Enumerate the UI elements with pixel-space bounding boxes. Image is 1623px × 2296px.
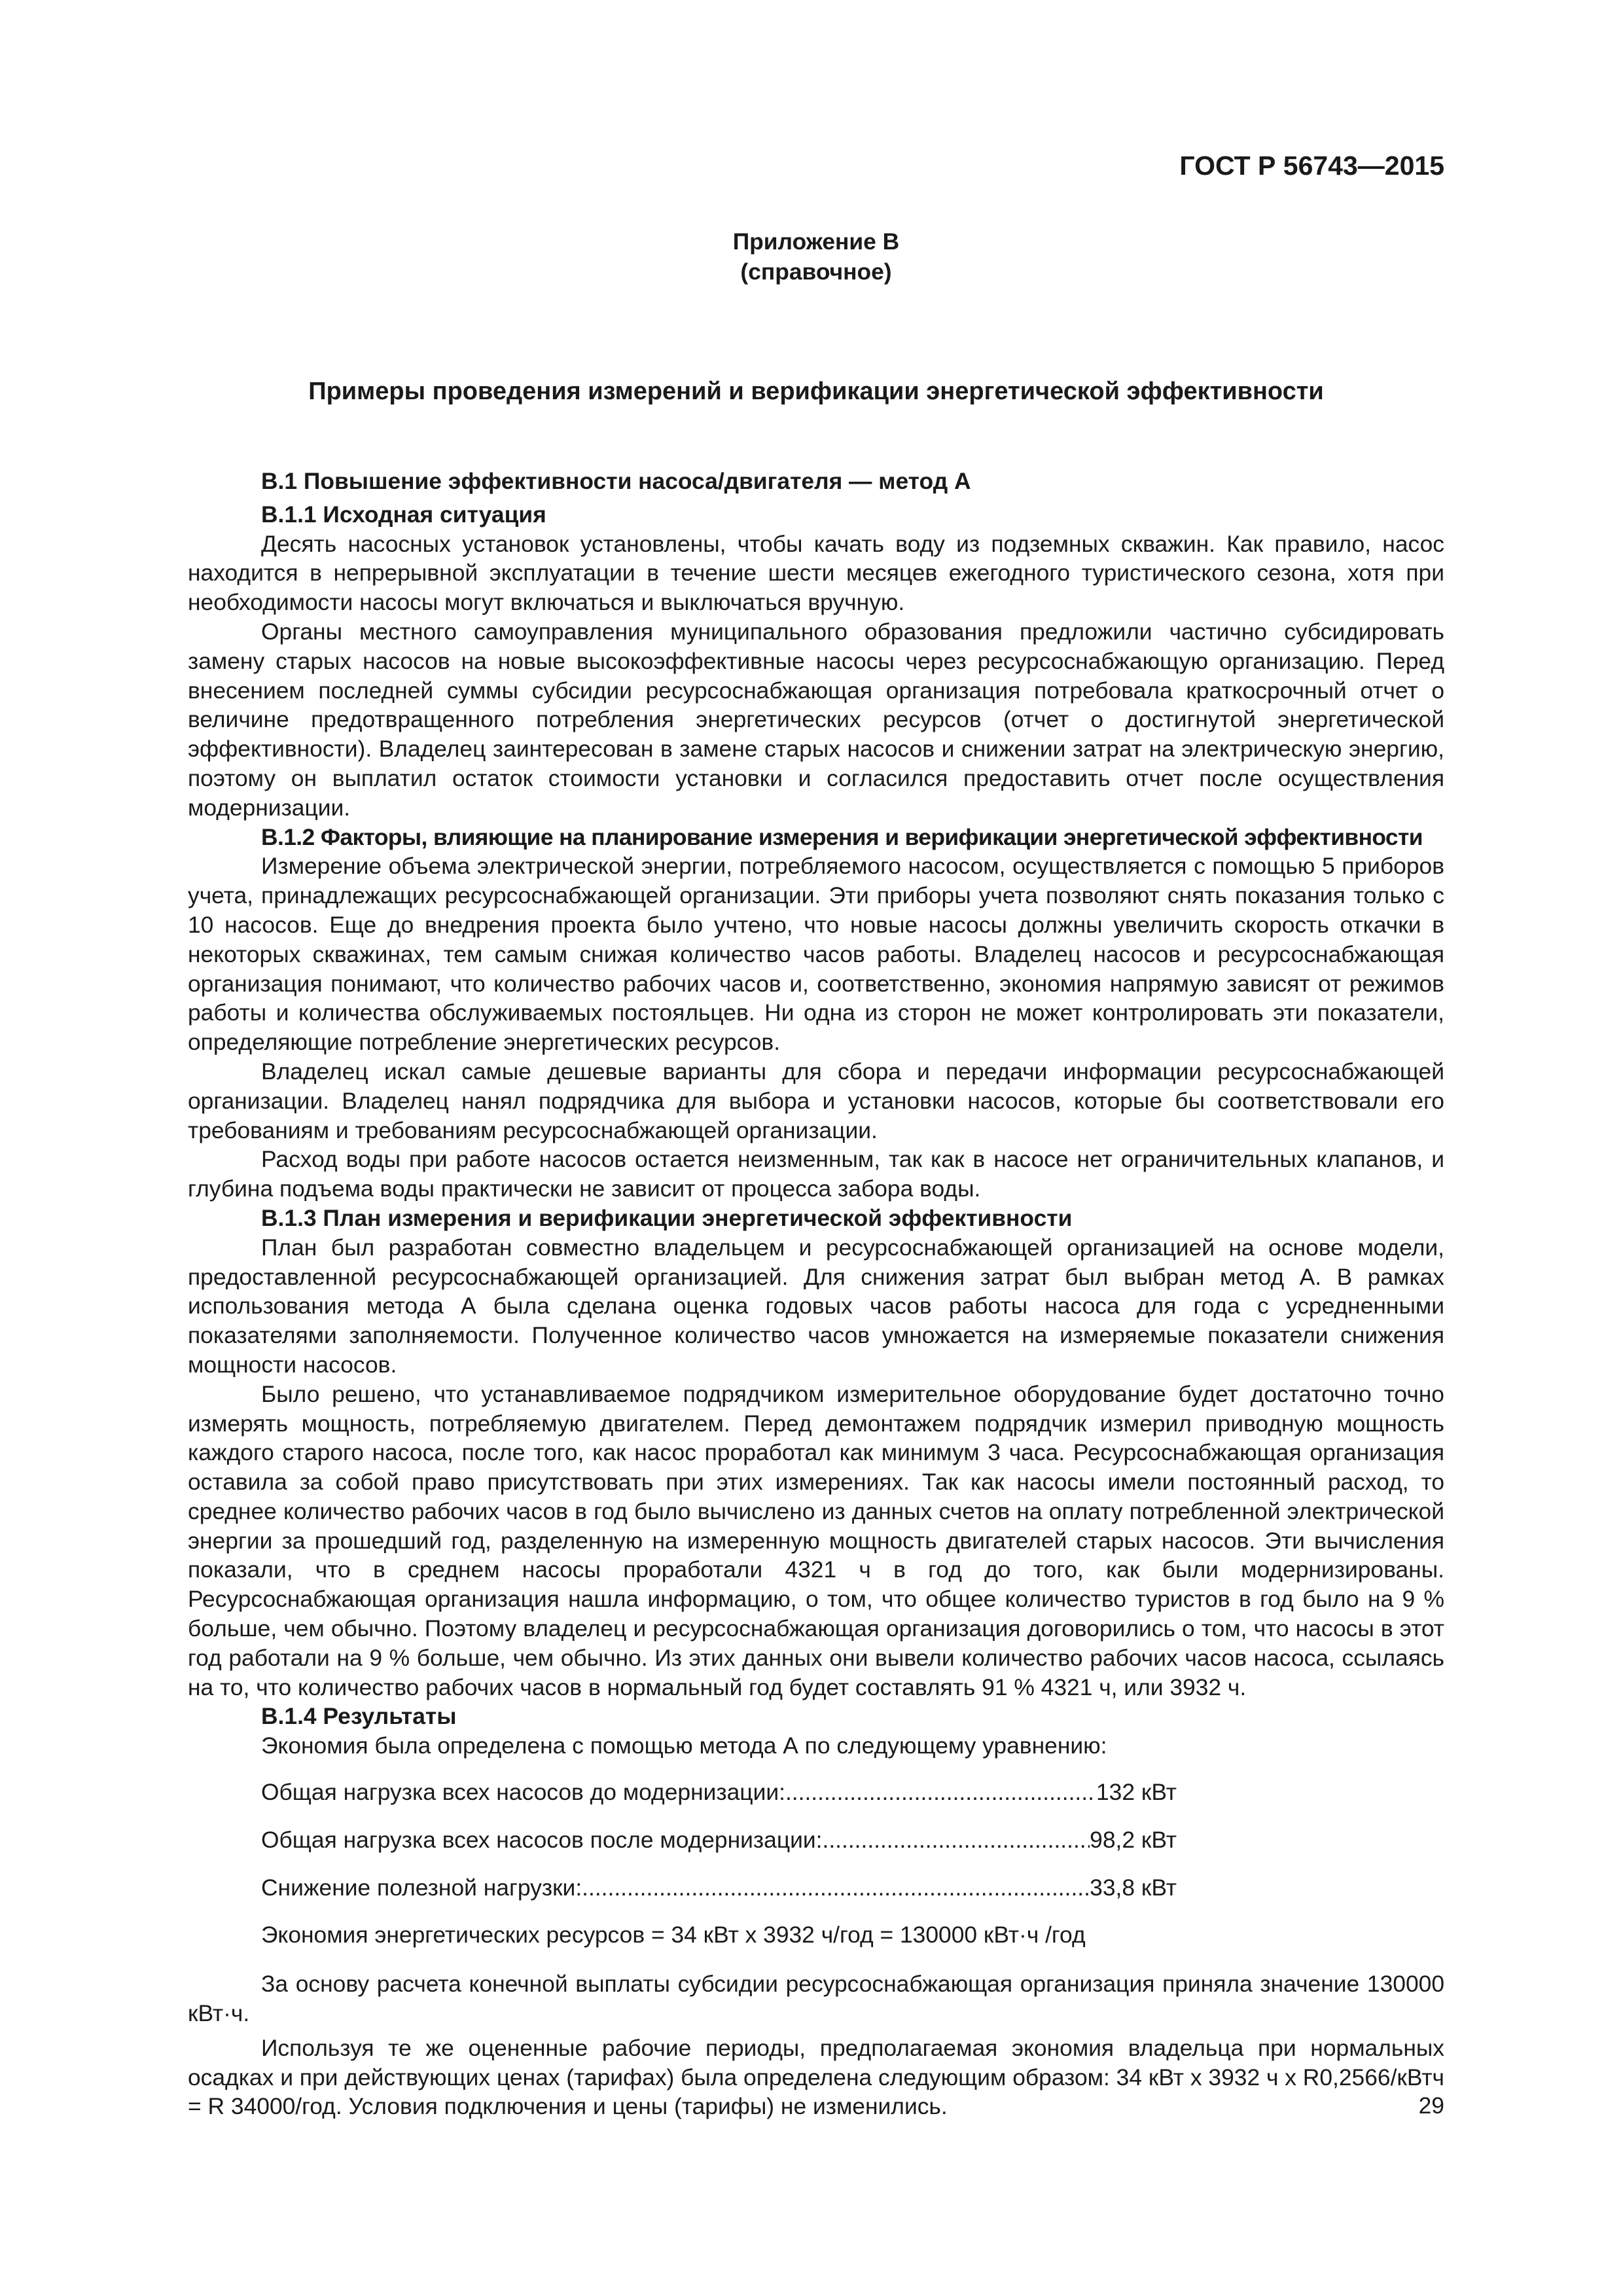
appendix-subtitle: (справочное): [740, 259, 892, 285]
appendix-title: Приложение В: [732, 228, 900, 255]
appendix-heading: [188, 226, 1444, 287]
section-heading-b13: В.1.3 План измерения и верификации энергетической эффективности: [261, 1204, 1073, 1231]
paragraph-b11-2: Органы местного самоуправления муниципального образования предложили частично субсидировать замену старых насосов на новые высокоэффективные насосы через ресурсоснабжающую организацию. Перед внесением последней суммы субсидии ресурсоснабжающая организация потребовала краткосрочный отчет о величине предотвращенного потребления энергетических ресурсов (отчет о достигнутой энергетической эффективности). Владелец заинтересован в замене старых насосов и снижении затрат на электрическую энергию, поэтому он выплатил остаток стоимости установки и согласился предоставить отчет после осуществления модернизации.: [188, 618, 1444, 821]
load-row: [261, 1778, 1177, 1807]
document-title: Примеры проведения измерений и верификации энергетической эффективности: [308, 378, 1324, 405]
paragraph-b12-3: Расход воды при работе насосов остается неизменным, так как в насосе нет ограничительных клапанов, и глубина подъема воды практически не зависит от процесса забора воды.: [188, 1146, 1444, 1202]
savings-formula: Экономия энергетических ресурсов = 34 кВт х 3932 ч/год = 130000 кВт·ч /год: [261, 1922, 1086, 1948]
load-table: [188, 1778, 1444, 1902]
section-heading-b14: В.1.4 Результаты: [261, 1703, 457, 1730]
paragraph-b12-1: Измерение объема электрической энергии, потребляемого насосом, осуществляется с помощью 5 приборов учета, принадлежащих ресурсоснабжающей организации. Эти приборы учета позволяют снять показания только с 10 насосов. Еще до внедрения проекта было учтено, что новые насосы должны увеличить скорость откачки в некоторых скважинах, тем самым снижая количество часов работы. Владелец насосов и ресурсоснабжающая организация понимают, что количество рабочих часов и, соответственно, экономия напрямую зависят от режимов работы и количества обслуживаемых постояльцев. Ни одна из сторон не может контролировать эти показатели, определяющие потребление энергетических ресурсов.: [188, 853, 1444, 1056]
paragraph-b12-2: Владелец искал самые дешевые варианты для сбора и передачи информации ресурсоснабжающей организации. Владелец нанял подрядчика для выбора и установки насосов, которые бы соответствовали его требованиям и требованиям ресурсоснабжающей организации.: [188, 1058, 1444, 1143]
standard-code: ГОСТ Р 56743—2015: [1179, 151, 1444, 181]
section-heading-b12: В.1.2 Факторы, влияющие на планирование измерения и верификации энергетической эффективности: [261, 823, 1423, 850]
leader-dots: [822, 1825, 1090, 1855]
load-row-value: 132 кВт: [1096, 1779, 1177, 1806]
paragraph-b13-2: Было решено, что устанавливаемое подрядчиком измерительное оборудование будет достаточно точно измерять мощность, потребляемую двигателем. Перед демонтажем подрядчик измерил приводную мощность каждого старого насоса, после того, как насос проработал как минимум 3 часа. Ресурсоснабжающая организация оставила за собой право присутствовать при этих измерениях. Так как насосы имели постоянный расход, то среднее количество рабочих часов в год было вычислено из данных счетов на оплату потребленной электрической энергии за прошедший год, разделенную на измеренную мощность двигателей старых насосов. Эти вычисления показали, что в среднем насосы проработали 4321 ч в год до того, как были модернизированы. Ресурсоснабжающая организация нашла информацию, о том, что общее количество туристов в год было на 9 % больше, чем обычно. Поэтому владелец и ресурсоснабжающая организация договорились о том, что насосы в этот год работали на 9 % больше, чем обычно. Из этих данных они вывели количество рабочих часов насоса, ссылаясь на то, что количество рабочих часов в нормальный год будет составлять 91 % 4321 ч, или 3932 ч.: [188, 1380, 1444, 1700]
load-row-value: 98,2 кВт: [1090, 1826, 1177, 1853]
paragraph-b11-1: Десять насосных установок установлены, чтобы качать воду из подземных скважин. Как правило, насос находится в непрерывной эксплуатации в течение шести месяцев ежегодного туристического сезона, хотя при необходимости насосы могут включаться и выключаться вручную.: [188, 530, 1444, 616]
load-row-label: Общая нагрузка всех насосов после модернизации:: [261, 1826, 823, 1853]
load-row-label: Общая нагрузка всех насосов до модернизации:: [261, 1779, 785, 1806]
load-row: [261, 1825, 1177, 1855]
paragraph-b13-1: План был разработан совместно владельцем и ресурсоснабжающей организацией на основе модели, предоставленной ресурсоснабжающей организацией. Для снижения затрат был выбран метод А. В рамках использования метода А была сделана оценка годовых часов работы насоса для года с усредненными показателями заполняемости. Полученное количество часов умножается на измеряемые показатели снижения мощности насосов.: [188, 1234, 1444, 1378]
paragraph-b14-intro: Экономия была определена с помощью метода А по следующему уравнению:: [261, 1732, 1107, 1759]
load-row-value: 33,8 кВт: [1090, 1874, 1177, 1901]
document-body: [188, 467, 1444, 2121]
load-row-label: Снижение полезной нагрузки:: [261, 1874, 582, 1901]
paragraph-b14-2: За основу расчета конечной выплаты субсидии ресурсоснабжающая организация приняла значение 130000 кВт·ч.: [188, 1971, 1444, 2027]
leader-dots: [582, 1873, 1090, 1903]
paragraph-b14-3: Используя те же оцененные рабочие периоды, предполагаемая экономия владельца при нормальных осадках и при действующих ценах (тарифах) была определена следующим образом: 34 кВт х 3932 ч х R0,2566/кВтч = R 34000/год. Условия подключения и цены (тарифы) не изменились.: [188, 2034, 1444, 2120]
section-heading-b1: В.1 Повышение эффективности насоса/двигателя — метод А: [261, 468, 971, 494]
document-page: [188, 0, 1444, 2296]
section-heading-b11: В.1.1 Исходная ситуация: [261, 501, 546, 528]
page-number: 29: [1418, 2092, 1444, 2119]
leader-dots: [785, 1778, 1096, 1807]
load-row: [261, 1873, 1177, 1903]
